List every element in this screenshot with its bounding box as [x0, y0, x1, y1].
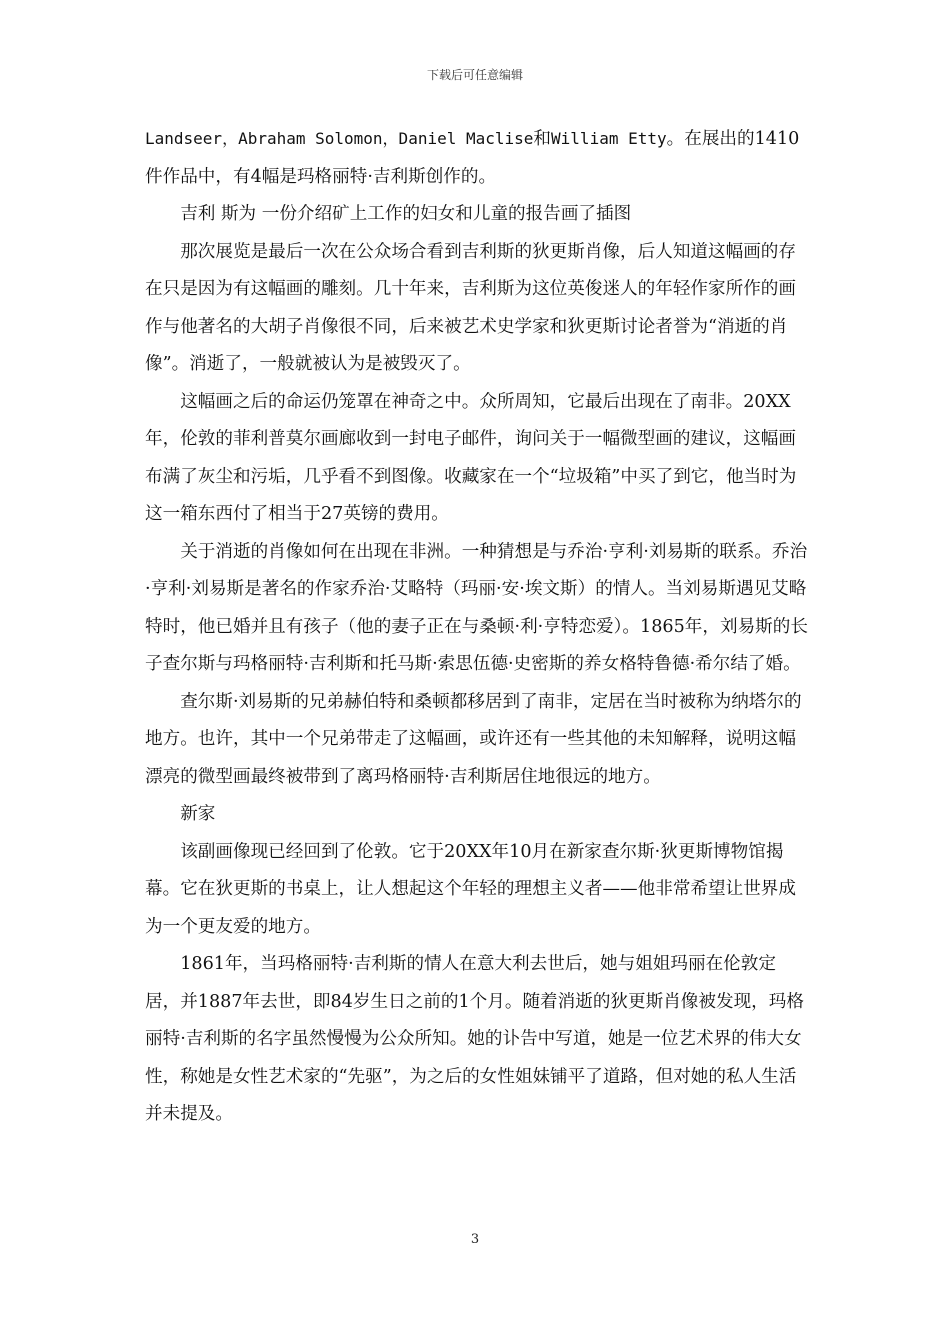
- paragraph-4: 这幅画之后的命运仍笼罩在神奇之中。众所周知，它最后出现在了南非。20XX年，伦敦的菲利普莫尔画廊收到一封电子邮件，询问关于一幅微型画的建议，这幅画布满了灰尘和污垢，几乎看不到图像。收藏家在一个“垃圾箱”中买了到它，他当时为这一箱东西付了相当于27英镑的费用。: [145, 391, 797, 524]
- artist-names: Landseer，Abraham Solomon，Daniel Maclise: [145, 129, 534, 148]
- paragraph-9: 1861年，当玛格丽特·吉利斯的情人在意大利去世后，她与姐姐玛丽在伦敦定居，并1887年去世，即84岁生日之前的1个月。随着消逝的狄更斯肖像被发现，玛格丽特·吉利斯的名字虽然慢慢为公众所知。她的讣告中写道，她是一位艺术界的伟大女性，称她是女性艺术家的“先驱”，为之后的女性姐妹铺平了道路，但对她的私人生活并未提及。: [145, 954, 804, 1124]
- artist-name-etty: William Etty: [551, 129, 667, 148]
- section-heading-new-home: 新家: [180, 804, 216, 824]
- page-number: 3: [470, 1232, 480, 1247]
- conjunction: 和: [533, 129, 552, 149]
- page-header: 下载后可任意编辑: [426, 68, 523, 82]
- illustration-caption: 吉利 斯为 一份介绍矿上工作的妇女和儿童的报告画了插图: [180, 204, 632, 224]
- paragraph-8: 该副画像现已经回到了伦敦。它于20XX年10月在新家查尔斯·狄更斯博物馆揭幕。它在狄更斯的书桌上，让人想起这个年轻的理想主义者——他非常希望让世界成为一个更友爱的地方。: [145, 841, 796, 937]
- paragraph-5: 关于消逝的肖像如何在出现在非洲。一种猜想是与乔治·亨利·刘易斯的联系。乔治·亨利·刘易斯是著名的作家乔治·艾略特（玛丽·安·埃文斯）的情人。当刘易斯遇见艾略特时，他已婚并且有孩子（他的妻子正在与桑顿·利·亨特恋爱）。1865年，刘易斯的长子查尔斯与玛格丽特·吉利斯和托马斯·索思伍德·史密斯的养女格特鲁德·希尔结了婚。: [145, 541, 808, 674]
- document-body: [145, 120, 810, 1134]
- paragraph-6: 查尔斯·刘易斯的兄弟赫伯特和桑顿都移居到了南非，定居在当时被称为纳塔尔的地方。也许，其中一个兄弟带走了这幅画，或许还有一些其他的未知解释，说明这幅漂亮的微型画最终被带到了离玛格丽特·吉利斯居住地很远的地方。: [145, 691, 802, 787]
- paragraph-1: [145, 120, 810, 196]
- paragraph-3: 那次展览是最后一次在公众场合看到吉利斯的狄更斯肖像，后人知道这幅画的存在只是因为有这幅画的雕刻。几十年来，吉利斯为这位英俊迷人的年轻作家所作的画作与他著名的大胡子肖像很不同，后来被艺术史学家和狄更斯讨论者誉为“消逝的肖像”。消逝了，一般就被认为是被毁灭了。: [145, 241, 796, 374]
- paragraph-1-rest: 。在展出的1410件作品中，有4幅是玛格丽特·吉利斯创作的。: [145, 129, 800, 187]
